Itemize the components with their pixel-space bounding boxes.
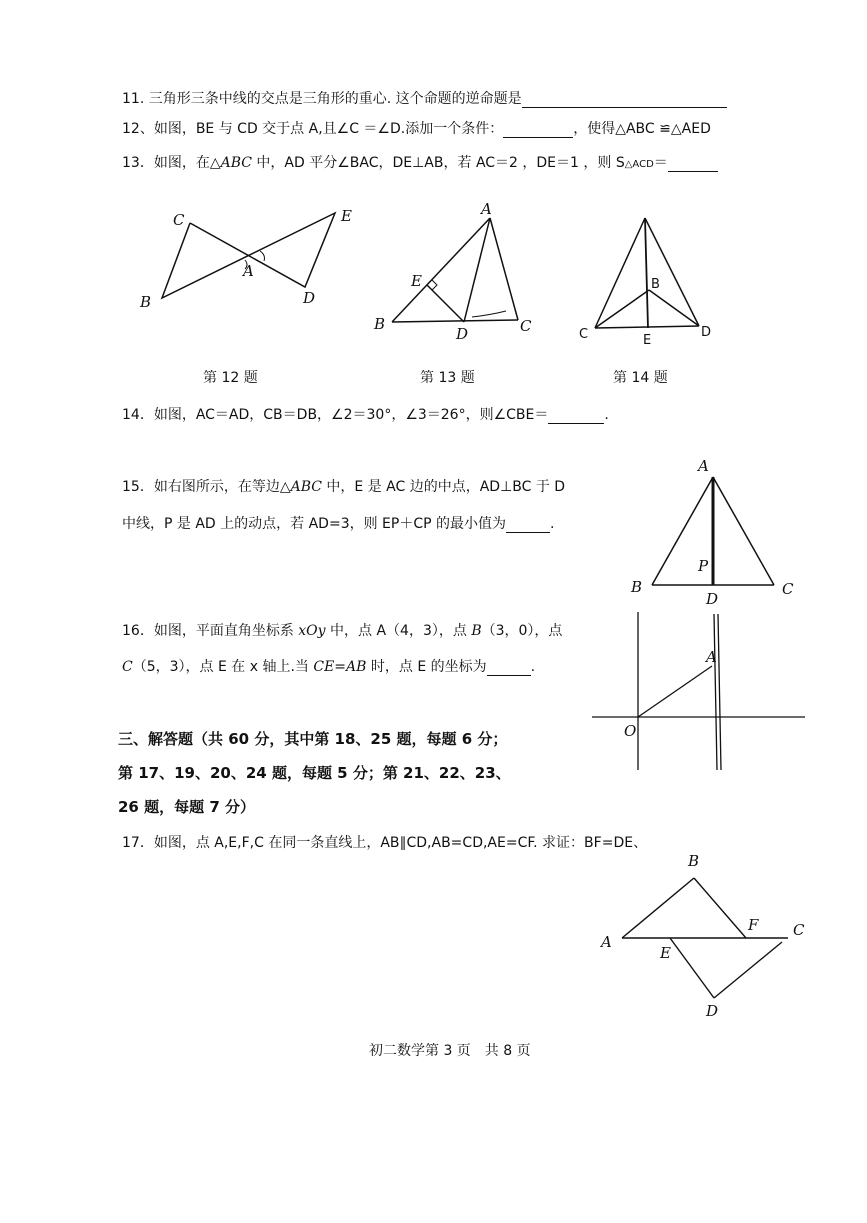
section-3-heading-line-2: 第 17、19、20、24 题，每题 5 分；第 21、22、23、 — [118, 764, 511, 782]
question-15-line-1: 15．如右图所示，在等边△ABC 中，E 是 AC 边的中点，AD⊥BC 于 D — [122, 479, 566, 495]
caption-14: 第 14 题 — [613, 370, 668, 386]
label-P: P — [698, 557, 709, 575]
label-B: B — [688, 852, 700, 870]
figure-16 — [590, 610, 810, 775]
label-D: D — [706, 1002, 719, 1020]
answer-blank[interactable] — [668, 157, 718, 172]
label-B: B — [374, 315, 386, 333]
label-D: D — [303, 289, 316, 307]
label-A: A — [243, 262, 254, 280]
label-C: C — [520, 317, 532, 335]
label-B: B — [631, 578, 643, 596]
label-A: A — [706, 648, 717, 666]
label-A: A — [481, 200, 492, 218]
caption-12: 第 12 题 — [203, 370, 258, 386]
label-C: C — [782, 580, 794, 598]
answer-blank[interactable] — [548, 409, 604, 424]
label-B: B — [140, 293, 152, 311]
label-E: E — [411, 272, 422, 290]
question-17: 17．如图，点 A,E,F,C 在同一条直线上，AB∥CD,AB=CD,AE=CF. 求证：BF=DE、 — [122, 835, 648, 851]
answer-blank[interactable] — [522, 93, 727, 108]
question-16-line-2: C（5，3），点 E 在 x 轴上.当 CE=AB 时，点 E 的坐标为 . — [122, 659, 536, 675]
label-C: C — [793, 921, 805, 939]
question-14: 14．如图，AC＝AD，CB＝DB，∠2＝30°，∠3＝26°，则∠CBE＝ . — [122, 407, 609, 423]
figure-17 — [598, 850, 813, 1020]
label-D: D — [706, 590, 719, 608]
label-B: B — [651, 277, 660, 292]
label-D: D — [456, 325, 469, 343]
section-3-heading-line-3: 26 题，每题 7 分） — [118, 798, 255, 816]
answer-blank[interactable] — [506, 518, 550, 533]
question-11: 11. 三角形三条中线的交点是三角形的重心. 这个命题的逆命题是 — [122, 88, 727, 108]
figure-15 — [628, 455, 803, 608]
section-3-heading-line-1: 三、解答题（共 60 分，其中第 18、25 题，每题 6 分； — [118, 730, 508, 748]
question-15-line-2: 中线，P 是 AD 上的动点，若 AD=3，则 EP＋CP 的最小值为 . — [122, 516, 555, 532]
answer-blank[interactable] — [487, 661, 531, 676]
answer-blank[interactable] — [503, 123, 573, 138]
figure-12 — [135, 205, 365, 315]
label-E: E — [643, 333, 652, 348]
question-16-line-1: 16．如图，平面直角坐标系 xOy 中，点 A（4，3），点 B（3，0），点 — [122, 623, 563, 639]
label-A: A — [698, 457, 709, 475]
label-E: E — [660, 944, 671, 962]
figure-14 — [575, 210, 720, 350]
label-C: C — [579, 327, 589, 342]
label-A: A — [601, 933, 612, 951]
question-13: 13．如图，在△ABC 中，AD 平分∠BAC，DE⊥AB，若 AC＝2 ，DE＝1 ，则 S△ACD＝ — [122, 152, 718, 172]
label-F: F — [748, 916, 759, 934]
question-12: 12、如图，BE 与 CD 交于点 A,且∠C ＝∠D.添加一个条件： ，使得△ABC ≌△AED — [122, 121, 711, 137]
label-D: D — [701, 325, 712, 340]
label-E: E — [341, 207, 352, 225]
label-C: C — [173, 211, 185, 229]
caption-13: 第 13 题 — [420, 370, 475, 386]
label-O: O — [624, 722, 637, 740]
page-footer: 初二数学第 3 页 共 8 页 — [369, 1043, 531, 1059]
figure-13 — [372, 198, 547, 343]
